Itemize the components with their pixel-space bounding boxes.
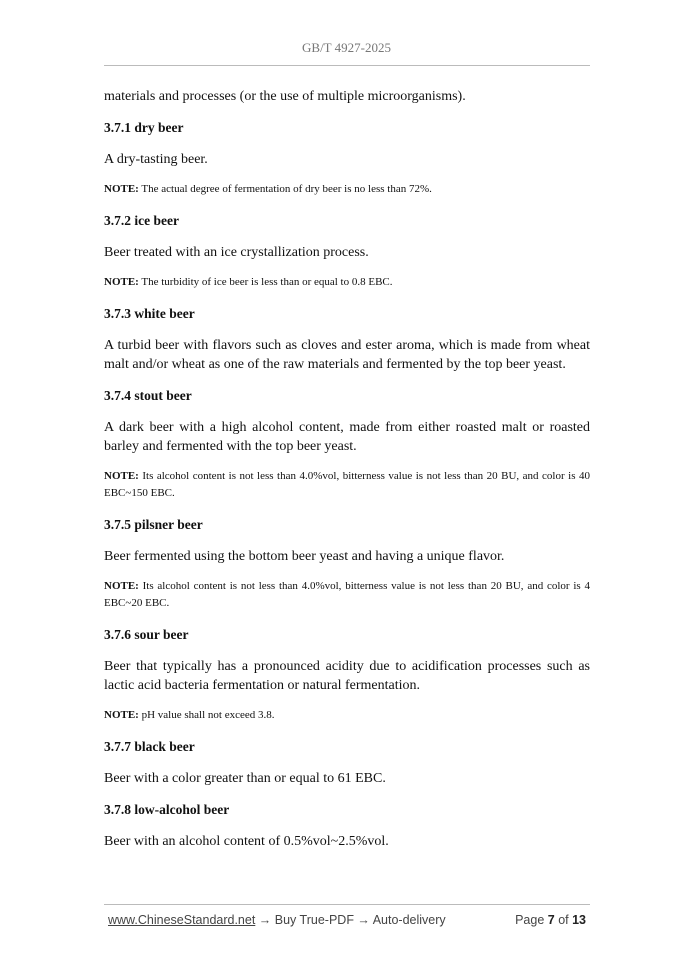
note-text: Its alcohol content is not less than 4.0%vol, bitterness value is not less than 20 BU, and color is 4 EBC~20 EBC. <box>104 580 590 609</box>
intro-paragraph: materials and processes (or the use of multiple microorganisms). <box>104 89 466 104</box>
header-divider <box>104 65 590 66</box>
note-label: NOTE: <box>104 470 139 482</box>
auto-delivery-text: Auto-delivery <box>372 913 446 927</box>
note-label: NOTE: <box>104 183 139 195</box>
section-heading-3-7-8: 3.7.8 low-alcohol beer <box>104 802 230 817</box>
note-3-7-2 <box>104 274 590 291</box>
section-heading-3-7-3: 3.7.3 white beer <box>104 306 195 321</box>
section-heading-3-7-7: 3.7.7 black beer <box>104 739 195 754</box>
note-label: NOTE: <box>104 580 139 592</box>
page-label: Page <box>515 913 548 927</box>
note-text: The actual degree of fermentation of dry beer is no less than 72%. <box>138 183 432 195</box>
note-3-7-4 <box>104 468 590 502</box>
section-text-3-7-2: Beer treated with an ice crystallization process. <box>104 245 369 260</box>
buy-pdf-text: Buy True-PDF <box>274 913 354 927</box>
section-text-3-7-7: Beer with a color greater than or equal to 61 EBC. <box>104 771 386 786</box>
document-header-title: GB/T 4927-2025 <box>302 40 391 55</box>
section-text-3-7-6: Beer that typically has a pronounced acidity due to acidification processes such as lactic acid bacteria fermentation or natural fermentation. <box>104 659 590 693</box>
note-3-7-6 <box>104 707 590 724</box>
note-text: Its alcohol content is not less than 4.0%vol, bitterness value is not less than 20 BU, and color is 40 EBC~150 EBC. <box>104 470 590 499</box>
note-text: The turbidity of ice beer is less than or equal to 0.8 EBC. <box>138 276 393 288</box>
document-body <box>104 87 590 863</box>
total-pages: 13 <box>572 913 586 927</box>
section-text-3-7-4: A dark beer with a high alcohol content, made from either roasted malt or roasted barley and fermented with the top beer yeast. <box>104 420 590 454</box>
arrow-icon: → <box>353 913 373 927</box>
section-text-3-7-1: A dry-tasting beer. <box>104 152 208 167</box>
page-number <box>515 913 586 927</box>
note-text: pH value shall not exceed 3.8. <box>138 709 275 721</box>
arrow-icon: → <box>255 913 275 927</box>
note-3-7-1 <box>104 181 590 198</box>
section-heading-3-7-1: 3.7.1 dry beer <box>104 120 184 135</box>
section-text-3-7-8: Beer with an alcohol content of 0.5%vol~2.5%vol. <box>104 834 389 849</box>
of-label: of <box>554 913 573 927</box>
note-3-7-5 <box>104 578 590 612</box>
section-heading-3-7-6: 3.7.6 sour beer <box>104 627 189 642</box>
section-heading-3-7-2: 3.7.2 ice beer <box>104 213 179 228</box>
section-text-3-7-3: A turbid beer with flavors such as cloves and ester aroma, which is made from wheat malt and/or wheat as one of the raw materials and fermented by the top beer yeast. <box>104 338 590 372</box>
footer-divider <box>104 904 590 905</box>
section-text-3-7-5: Beer fermented using the bottom beer yeast and having a unique flavor. <box>104 549 505 564</box>
note-label: NOTE: <box>104 276 139 288</box>
footer-promo <box>108 913 446 927</box>
section-heading-3-7-4: 3.7.4 stout beer <box>104 388 192 403</box>
section-heading-3-7-5: 3.7.5 pilsner beer <box>104 517 203 532</box>
website-link[interactable]: www.ChineseStandard.net <box>108 913 256 927</box>
note-label: NOTE: <box>104 709 139 721</box>
current-page: 7 <box>547 913 555 927</box>
